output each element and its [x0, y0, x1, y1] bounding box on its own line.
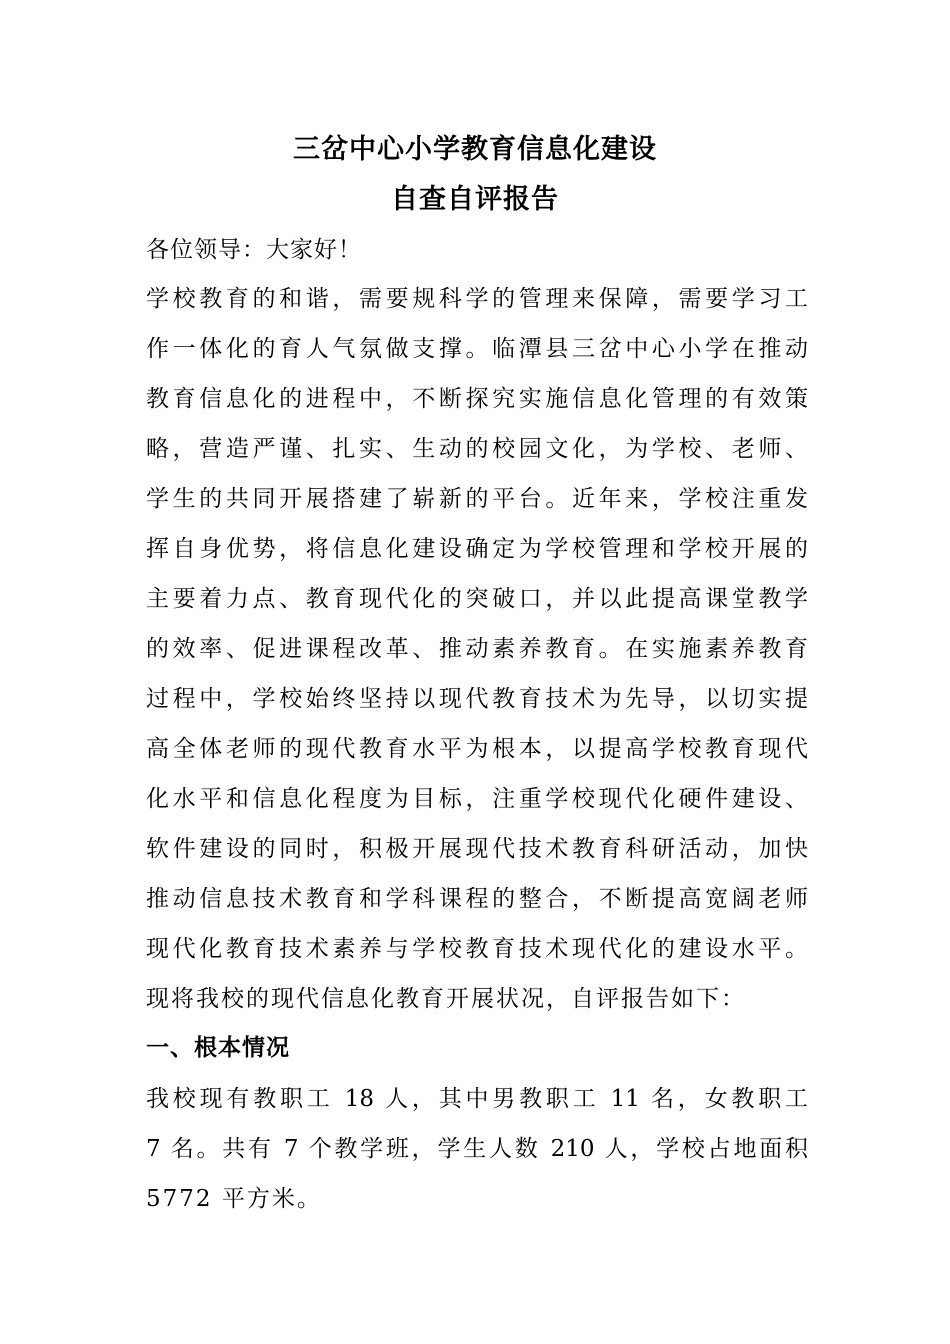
paragraph-line: 略，营造严谨、扎实、生动的校园文化，为学校、老师、 — [146, 436, 808, 462]
paragraph-line: 现将我校的现代信息化教育开展状况，自评报告如下： — [146, 986, 746, 1012]
paragraph-line: 我校现有教职工 18 人，其中男教职工 11 名，女教职工 — [146, 1086, 808, 1112]
paragraph-line: 挥自身优势，将信息化建设确定为学校管理和学校开展的 — [146, 536, 808, 562]
paragraph-line: 过程中，学校始终坚持以现代教育技术为先导，以切实提 — [146, 686, 808, 712]
greeting: 各位领导：大家好！ — [146, 237, 362, 263]
section1-paragraph — [146, 1074, 808, 1224]
paragraph-line: 学生的共同开展搭建了崭新的平台。近年来，学校注重发 — [146, 486, 808, 512]
paragraph-line: 7 名。共有 7 个教学班，学生人数 210 人，学校占地面积 — [146, 1136, 808, 1162]
paragraph-line: 化水平和信息化程度为目标，注重学校现代化硬件建设、 — [146, 786, 808, 812]
intro-paragraph — [146, 274, 808, 1024]
paragraph-line: 教育信息化的进程中，不断探究实施信息化管理的有效策 — [146, 386, 808, 412]
paragraph-line: 主要着力点、教育现代化的突破口，并以此提高课堂教学 — [146, 586, 808, 612]
paragraph-line: 作一体化的育人气氛做支撑。临潭县三岔中心小学在推动 — [146, 336, 808, 362]
paragraph-line: 推动信息技术教育和学科课程的整合，不断提高宽阔老师 — [146, 886, 808, 912]
paragraph-line: 现代化教育技术素养与学校教育技术现代化的建设水平。 — [146, 936, 808, 962]
document-title-line2: 自查自评报告 — [391, 184, 559, 215]
paragraph-line: 软件建设的同时，积极开展现代技术教育科研活动，加快 — [146, 836, 808, 862]
paragraph-line: 5772 平方米。 — [146, 1186, 322, 1212]
paragraph-line: 的效率、促进课程改革、推动素养教育。在实施素养教育 — [146, 636, 808, 662]
section-heading: 一、根本情况 — [146, 1034, 290, 1061]
document-title-line1: 三岔中心小学教育信息化建设 — [293, 134, 657, 165]
paragraph-line: 高全体老师的现代教育水平为根本，以提高学校教育现代 — [146, 736, 808, 762]
paragraph-line: 学校教育的和谐，需要规科学的管理来保障，需要学习工 — [146, 286, 808, 312]
